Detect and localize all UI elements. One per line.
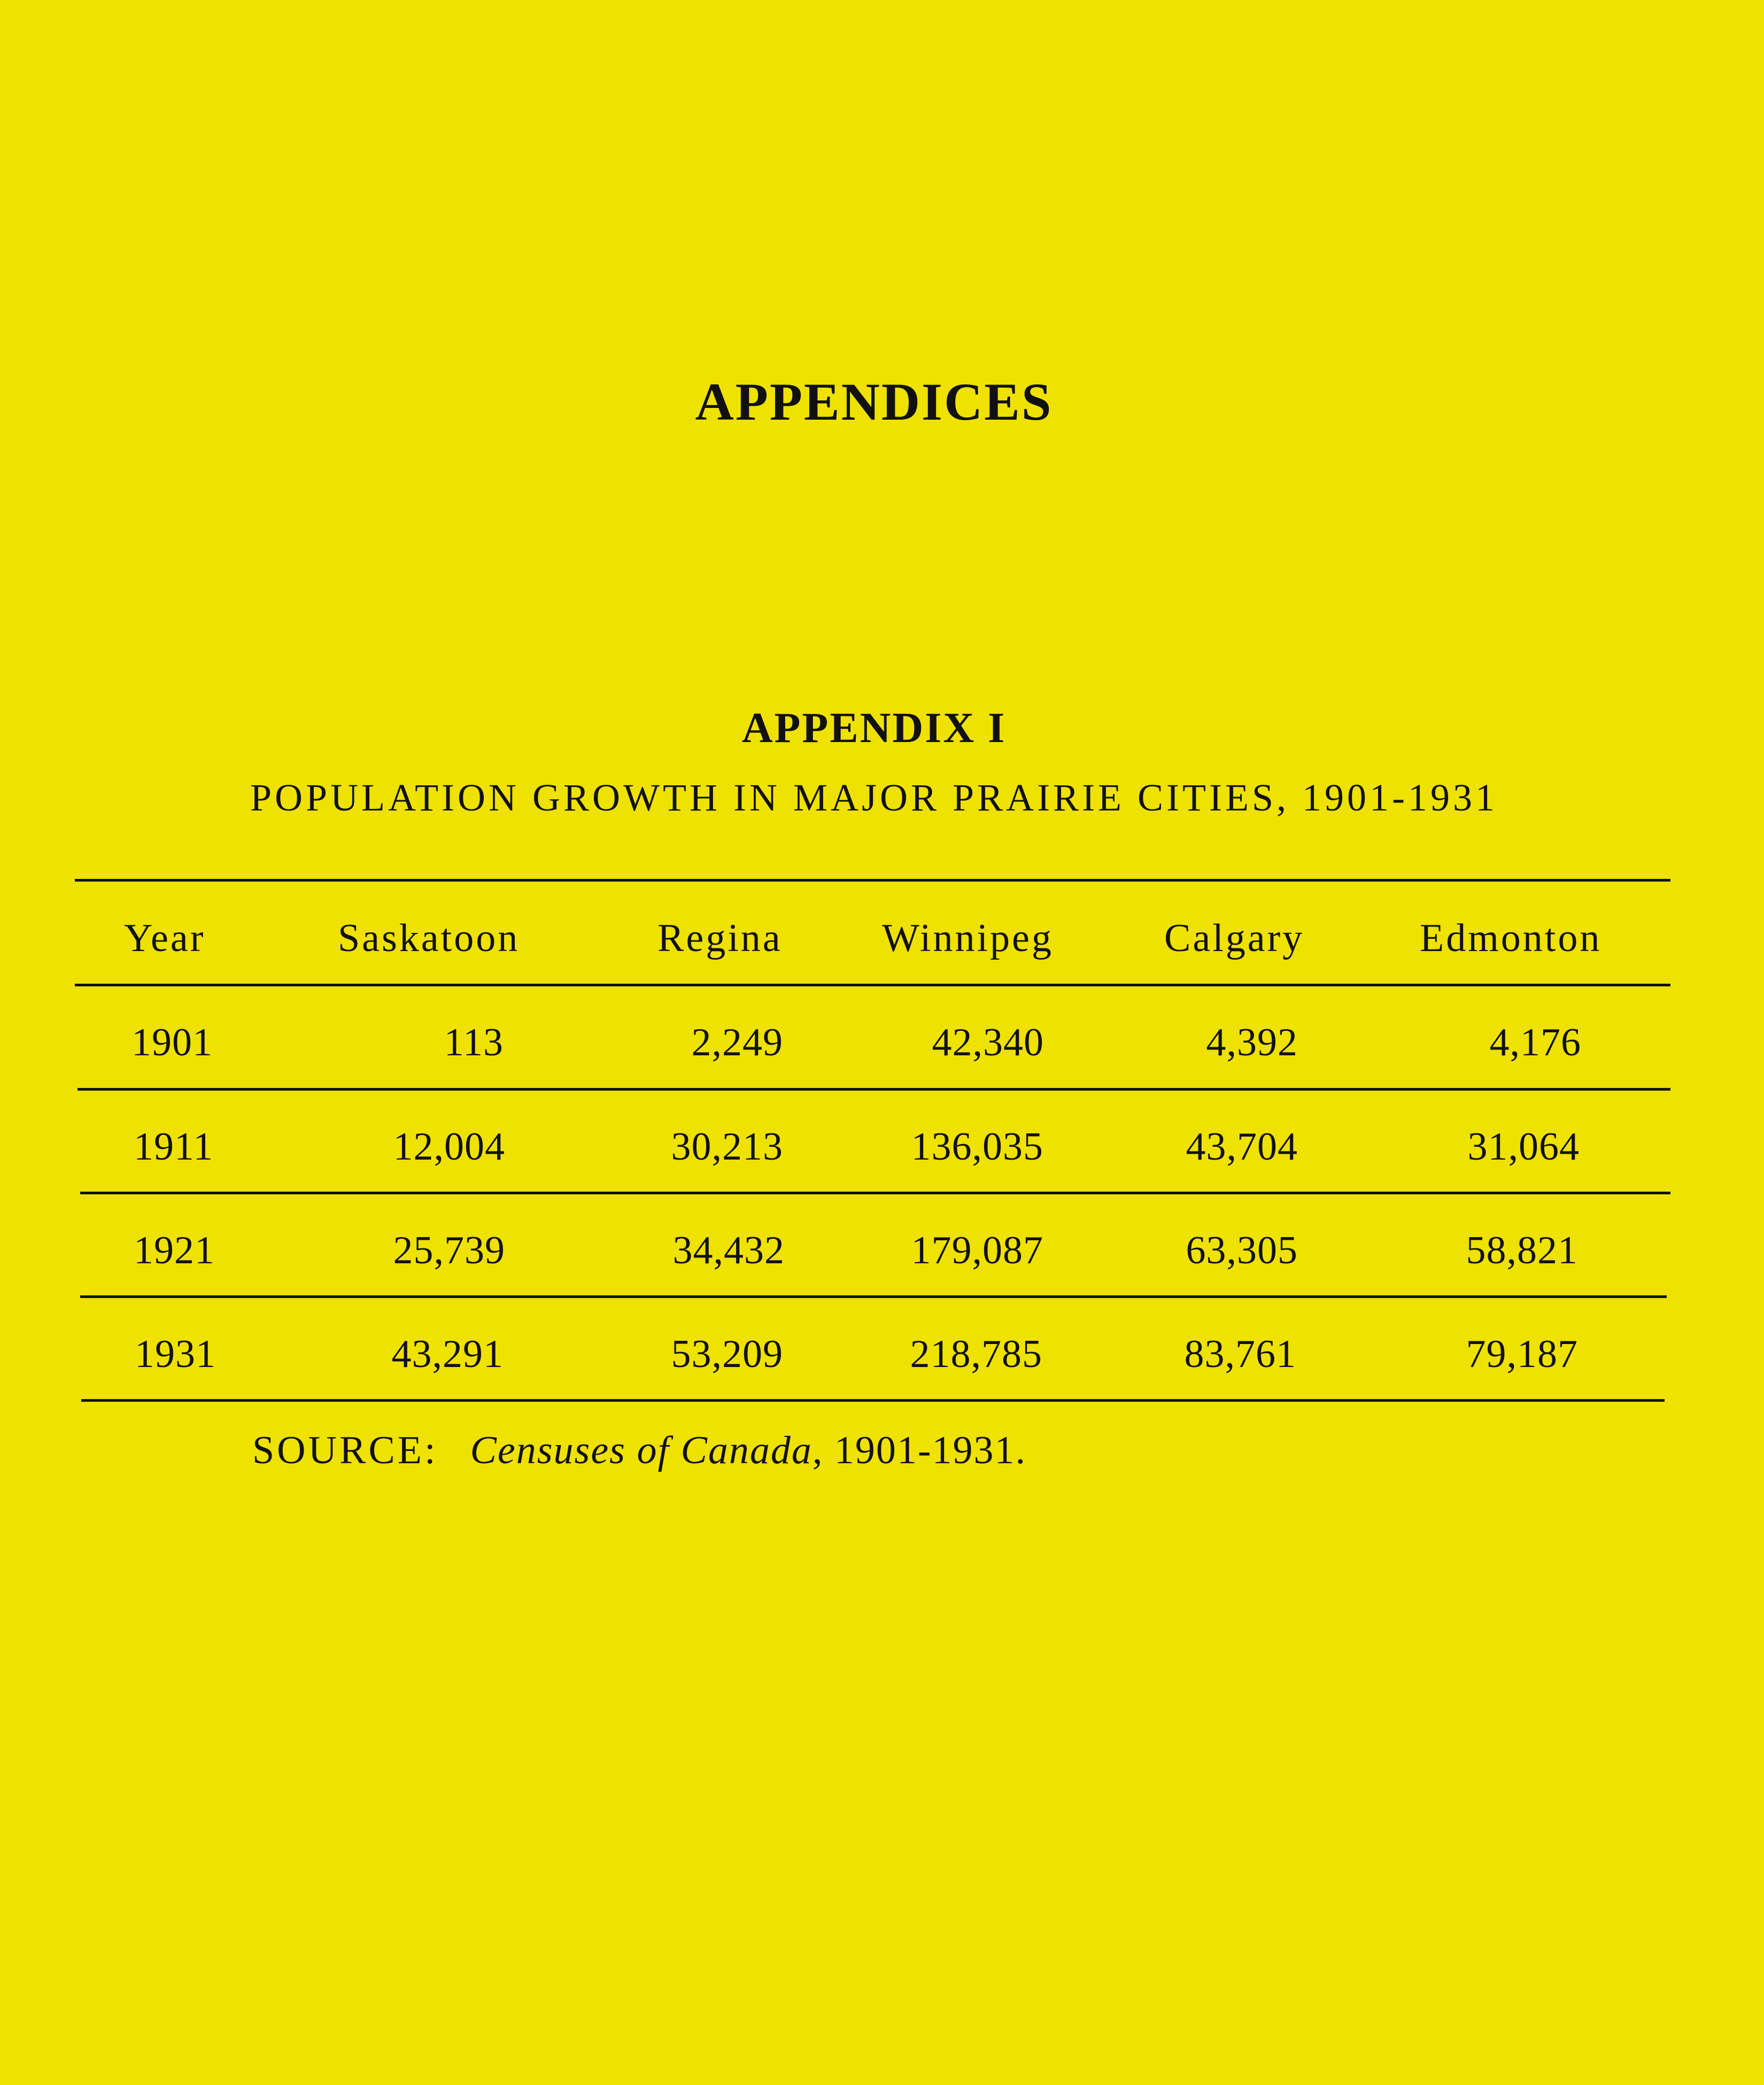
- year-cell: 1921: [134, 1229, 215, 1272]
- saskatoon-cell: 12,004: [393, 1125, 505, 1169]
- year-cell: 1931: [135, 1332, 216, 1376]
- regina-cell: 30,213: [671, 1125, 783, 1169]
- regina-cell: 34,432: [672, 1229, 785, 1272]
- table-top-rule: [75, 879, 1670, 882]
- column-header-regina: Regina: [657, 916, 783, 960]
- edmonton-cell: 4,176: [1489, 1021, 1581, 1064]
- calgary-cell: 63,305: [1186, 1229, 1298, 1272]
- row-divider: [80, 1192, 1670, 1194]
- calgary-cell: 4,392: [1206, 1021, 1298, 1064]
- column-header-saskatoon: Saskatoon: [338, 916, 520, 960]
- saskatoon-cell: 113: [444, 1021, 504, 1064]
- winnipeg-cell: 218,785: [910, 1332, 1042, 1376]
- edmonton-cell: 58,821: [1466, 1229, 1578, 1272]
- column-header-edmonton: Edmonton: [1420, 916, 1602, 960]
- winnipeg-cell: 42,340: [932, 1021, 1044, 1064]
- regina-cell: 2,249: [691, 1021, 783, 1064]
- winnipeg-cell: 136,035: [911, 1125, 1043, 1169]
- table-bottom-rule: [81, 1399, 1665, 1402]
- source-suffix: , 1901-1931.: [812, 1428, 1027, 1472]
- source-label: SOURCE:: [252, 1428, 438, 1472]
- saskatoon-cell: 43,291: [391, 1332, 504, 1376]
- source-title: Censuses of Canada: [470, 1428, 813, 1472]
- calgary-cell: 83,761: [1184, 1332, 1296, 1376]
- table-caption: POPULATION GROWTH IN MAJOR PRAIRIE CITIES, 1901-1931: [250, 776, 1498, 819]
- header-bottom-rule: [75, 984, 1670, 986]
- year-cell: 1901: [131, 1021, 213, 1064]
- winnipeg-cell: 179,087: [911, 1229, 1043, 1272]
- edmonton-cell: 79,187: [1466, 1332, 1578, 1376]
- column-header-winnipeg: Winnipeg: [882, 916, 1054, 960]
- row-divider: [78, 1088, 1670, 1091]
- appendix-title: APPENDIX I: [741, 705, 1007, 752]
- page-heading: APPENDICES: [695, 372, 1053, 431]
- year-cell: 1911: [134, 1125, 214, 1169]
- regina-cell: 53,209: [671, 1332, 783, 1376]
- saskatoon-cell: 25,739: [393, 1229, 505, 1272]
- edmonton-cell: 31,064: [1467, 1125, 1580, 1169]
- row-divider: [80, 1295, 1667, 1298]
- column-header-year: Year: [124, 916, 206, 960]
- calgary-cell: 43,704: [1186, 1125, 1298, 1169]
- column-header-calgary: Calgary: [1164, 916, 1305, 960]
- source-note: [252, 1428, 1027, 1472]
